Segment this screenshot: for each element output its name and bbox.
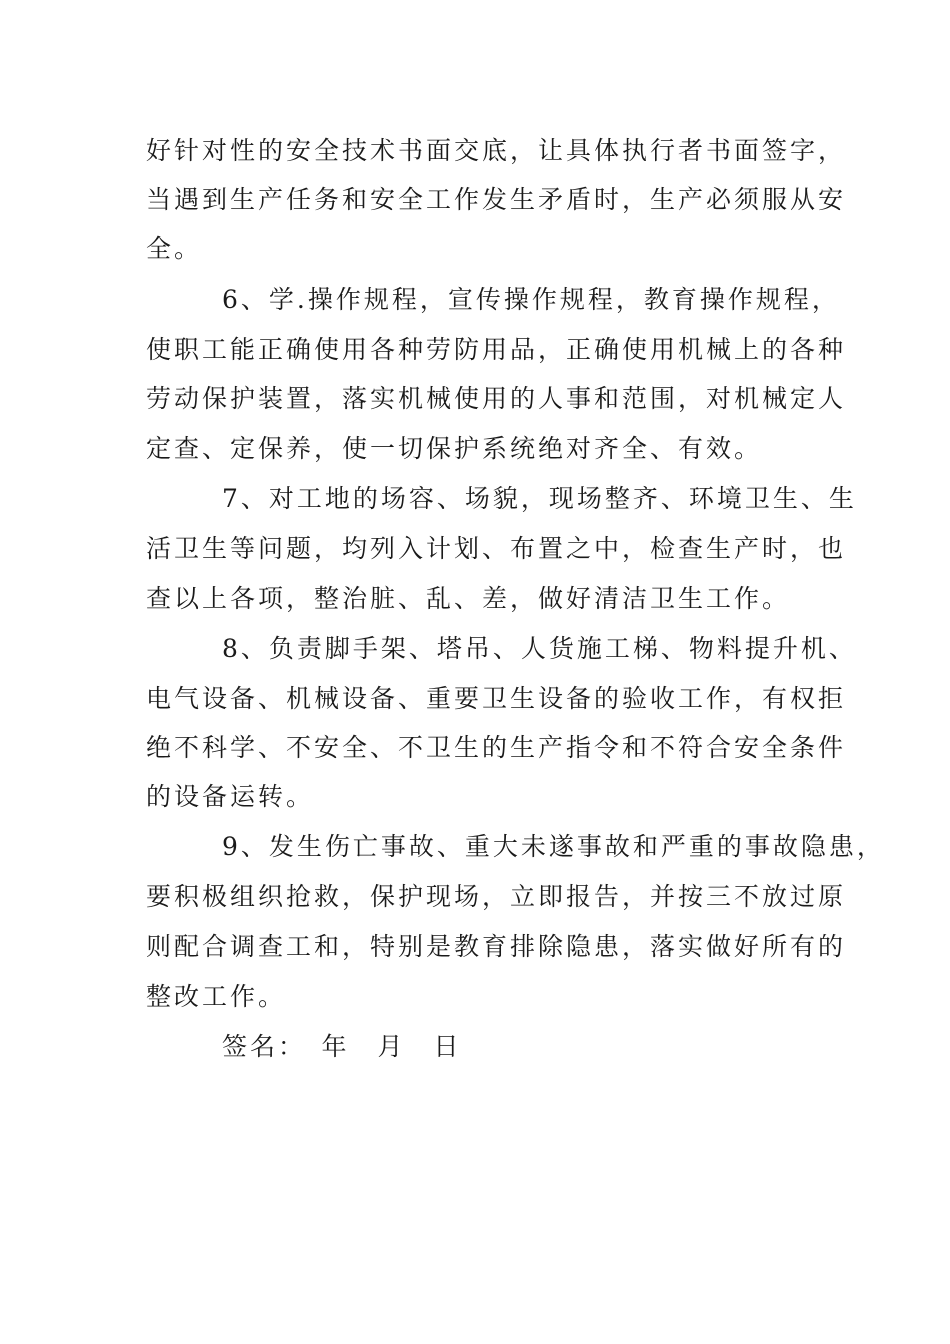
text-line: 要积极组织抢救，保护现场，立即报告，并按三不放过原 (146, 882, 847, 911)
text-line: 绝不科学、不安全、不卫生的生产指令和不符合安全条件 (146, 733, 847, 762)
text-line: 查以上各项，整治脏、乱、差，做好清洁卫生工作。 (146, 584, 791, 613)
text-line: 则配合调查工和，特别是教育排除隐患，落实做好所有的 (146, 932, 847, 961)
text-line: 使职工能正确使用各种劳防用品，正确使用机械上的各种 (146, 335, 847, 364)
text-line: 定查、定保养，使一切保护系统绝对齐全、有效。 (146, 434, 763, 463)
text-line: 当遇到生产任务和安全工作发生矛盾时，生产必须服从安 (146, 185, 847, 214)
text-line: 劳动保护装置，落实机械使用的人事和范围，对机械定人 (146, 384, 847, 413)
paragraph-7-start: 7、对工地的场容、场貌，现场整齐、环境卫生、生 (222, 484, 857, 513)
text-line: 整改工作。 (146, 982, 287, 1011)
text-line: 全。 (146, 234, 203, 263)
text-line: 电气设备、机械设备、重要卫生设备的验收工作，有权拒 (146, 684, 847, 713)
text-line: 活卫生等问题，均列入计划、布置之中，检查生产时，也 (146, 534, 847, 563)
paragraph-8-start: 8、负责脚手架、塔吊、人货施工梯、物料提升机、 (222, 634, 857, 663)
text-line: 的设备运转。 (146, 782, 315, 811)
paragraph-9-start: 9、发生伤亡事故、重大未遂事故和严重的事故隐患， (222, 832, 885, 861)
signature-line: 签名： 年 月 日 (222, 1032, 462, 1061)
paragraph-6-start: 6、学.操作规程，宣传操作规程，教育操作规程， (222, 285, 840, 314)
text-line: 好针对性的安全技术书面交底，让具体执行者书面签字， (146, 136, 847, 165)
